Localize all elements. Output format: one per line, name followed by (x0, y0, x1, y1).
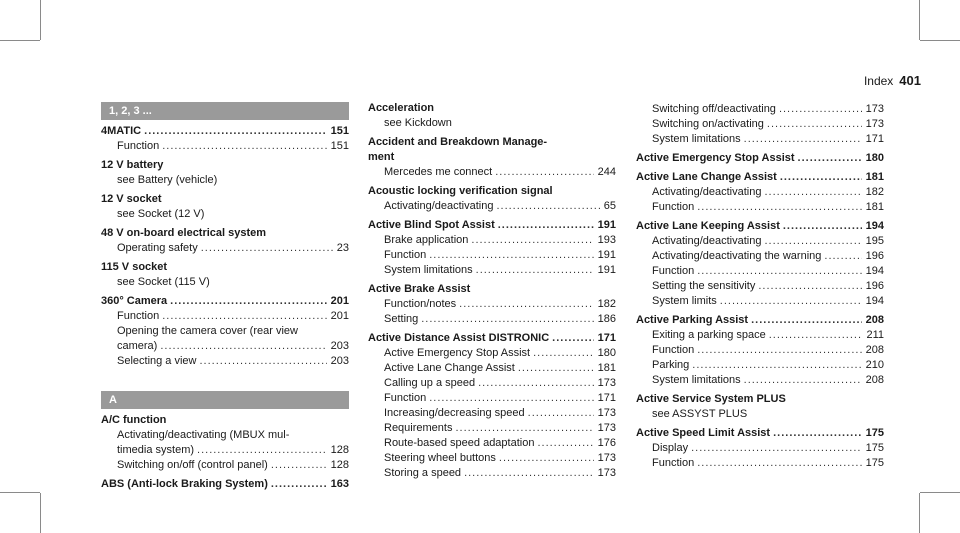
index-entry (101, 124, 349, 154)
entry-text: Selecting a view (117, 355, 197, 367)
entry-text: Storing a speed (384, 467, 462, 479)
sub-entry[interactable] (368, 376, 616, 391)
entry-text: Operating safety (117, 242, 198, 254)
leader-dots (496, 199, 599, 214)
leader-dots (697, 343, 861, 358)
sub-entry[interactable] (101, 241, 349, 256)
index-entry (368, 282, 616, 327)
leader-dots (498, 218, 594, 233)
main-term-line: Accident and Breakdown Manage- (368, 136, 548, 148)
entry-text: A/C function (101, 414, 167, 426)
main-term[interactable] (101, 124, 349, 139)
entry-text: Active Lane Change Assist (636, 171, 777, 183)
entry-text: System limitations (652, 133, 741, 145)
page-ref[interactable]: 180 (865, 152, 884, 164)
entry-text: System limitations (384, 264, 473, 276)
entry-text: Active Parking Assist (636, 314, 749, 326)
sub-entry[interactable] (636, 102, 884, 117)
index-entry (636, 392, 884, 422)
leader-dots (429, 391, 593, 406)
header-title: Index (863, 74, 894, 88)
page-ref[interactable]: 176 (597, 437, 616, 449)
page-ref[interactable]: 182 (597, 298, 616, 310)
sub-entry (101, 428, 349, 458)
index-entry (101, 158, 349, 188)
index-column-1 (101, 102, 349, 492)
page-ref[interactable]: 175 (865, 457, 884, 469)
leader-dots (764, 234, 861, 249)
main-term (101, 413, 349, 428)
entry-text: see Battery (vehicle) (117, 174, 218, 186)
entry-text: camera) (117, 340, 158, 352)
entry-text: Function (384, 249, 427, 261)
main-term[interactable] (368, 218, 616, 233)
page-ref[interactable]: 151 (330, 140, 349, 152)
page-ref[interactable]: 208 (865, 344, 884, 356)
leader-dots (495, 165, 593, 180)
sub-entry[interactable] (636, 249, 884, 264)
leader-dots (552, 331, 593, 346)
page-ref[interactable]: 208 (865, 374, 884, 386)
leader-dots (518, 361, 594, 376)
leader-dots (200, 354, 327, 369)
entry-text: Parking (652, 359, 690, 371)
sub-entry[interactable] (636, 294, 884, 309)
index-entry (368, 101, 616, 131)
main-term[interactable] (636, 151, 884, 166)
page-ref[interactable]: 173 (597, 467, 616, 479)
index-entry (636, 170, 884, 215)
page-ref[interactable]: 196 (865, 280, 884, 292)
leader-dots (824, 249, 861, 264)
index-entry (368, 218, 616, 278)
sub-entry[interactable] (368, 421, 616, 436)
sub-entry[interactable] (636, 132, 884, 147)
page-ref[interactable]: 191 (597, 219, 616, 231)
entry-text: Activating/deactivating (384, 200, 494, 212)
sub-entry[interactable] (636, 264, 884, 279)
sub-entry (368, 116, 616, 131)
sub-entry[interactable] (636, 185, 884, 200)
entry-text: Active Service System PLUS (636, 393, 786, 405)
page-ref[interactable]: 128 (330, 459, 349, 471)
page-ref[interactable]: 208 (865, 314, 884, 326)
entry-text: Mercedes me connect (384, 166, 493, 178)
leader-dots (464, 466, 594, 481)
page-ref[interactable]: 203 (330, 340, 349, 352)
sub-entry[interactable] (368, 406, 616, 421)
sub-entry[interactable] (368, 466, 616, 481)
entry-text: see Kickdown (384, 117, 452, 129)
sub-entry[interactable] (368, 451, 616, 466)
leader-dots (528, 406, 594, 421)
leader-dots (476, 263, 594, 278)
page-ref[interactable]: 173 (865, 103, 884, 115)
main-term[interactable] (368, 331, 616, 346)
entry-text: Active Speed Limit Assist (636, 427, 771, 439)
index-entry (636, 102, 884, 147)
main-term (101, 226, 349, 241)
page-ref[interactable]: 244 (597, 166, 616, 178)
sub-entry[interactable] (368, 233, 616, 248)
leader-dots (533, 346, 594, 361)
page-ref[interactable]: 128 (330, 444, 349, 456)
page-number: 401 (899, 73, 921, 88)
page-ref[interactable]: 193 (597, 234, 616, 246)
sub-entry[interactable] (636, 441, 884, 456)
page-ref[interactable]: 173 (597, 452, 616, 464)
page-ref[interactable]: 180 (597, 347, 616, 359)
page-ref[interactable]: 191 (597, 264, 616, 276)
page-ref[interactable]: 173 (597, 407, 616, 419)
leader-dots (499, 451, 594, 466)
entry-text: Function (117, 310, 160, 322)
page-ref[interactable]: 65 (603, 200, 616, 212)
main-term[interactable] (101, 294, 349, 309)
sub-entry[interactable] (368, 436, 616, 451)
sub-entry[interactable] (368, 346, 616, 361)
sub-entry[interactable] (636, 200, 884, 215)
index-entry (368, 184, 616, 214)
page-ref[interactable]: 163 (330, 478, 349, 490)
page-ref[interactable]: 186 (597, 313, 616, 325)
page-ref[interactable]: 196 (865, 250, 884, 262)
sub-entry[interactable] (636, 234, 884, 249)
main-term[interactable] (636, 219, 884, 234)
page-ref[interactable]: 181 (865, 171, 884, 183)
page-ref[interactable]: 181 (597, 362, 616, 374)
leader-dots (751, 313, 862, 328)
main-term-line: ment (368, 151, 395, 163)
crop-mark (919, 0, 920, 40)
sub-term-line: Opening the camera cover (rear view (117, 325, 298, 337)
entry-text: Route-based speed adaptation (384, 437, 535, 449)
sub-term-line[interactable] (117, 443, 349, 458)
index-column-3 (636, 102, 884, 471)
entry-text: Function (117, 140, 160, 152)
leader-dots (779, 102, 862, 117)
sub-entry[interactable] (636, 373, 884, 388)
entry-text: Setting (384, 313, 419, 325)
sub-term-line: Activating/deactivating (MBUX mul- (117, 429, 290, 441)
entry-text: Brake application (384, 234, 469, 246)
index-entry (368, 135, 616, 180)
entry-text: see Socket (115 V) (117, 276, 210, 288)
leader-dots (429, 248, 593, 263)
sub-entry[interactable] (636, 343, 884, 358)
entry-text: System limits (652, 295, 717, 307)
leader-dots (421, 312, 593, 327)
leader-dots (758, 279, 861, 294)
sub-entry (101, 324, 349, 354)
leader-dots (271, 477, 327, 492)
sub-entry[interactable] (636, 279, 884, 294)
index-entry (101, 260, 349, 290)
index-entry (101, 477, 349, 492)
entry-text: Acceleration (368, 102, 435, 114)
main-term (636, 392, 884, 407)
leader-dots (697, 264, 861, 279)
sub-entry[interactable] (101, 309, 349, 324)
entry-text: 115 V socket (101, 261, 168, 273)
leader-dots (769, 328, 863, 343)
entry-text: Function (652, 201, 695, 213)
page-ref[interactable]: 23 (336, 242, 349, 254)
page-ref[interactable]: 151 (330, 125, 349, 137)
entry-text: 12 V battery (101, 159, 164, 171)
sub-entry[interactable] (368, 199, 616, 214)
main-term[interactable] (101, 477, 349, 492)
leader-dots (692, 358, 861, 373)
entry-text: Active Emergency Stop Assist (636, 152, 795, 164)
leader-dots (537, 436, 593, 451)
leader-dots (697, 200, 861, 215)
leader-dots (162, 309, 326, 324)
crop-mark (40, 0, 41, 40)
index-entry (368, 331, 616, 481)
index-entry (101, 413, 349, 473)
leader-dots (798, 151, 862, 166)
sub-entry[interactable] (368, 361, 616, 376)
entry-text: Activating/deactivating (652, 186, 762, 198)
entry-text: Exiting a parking space (652, 329, 766, 341)
leader-dots (744, 373, 862, 388)
entry-text: Function (384, 392, 427, 404)
page-ref[interactable]: 211 (866, 329, 884, 341)
sub-entry[interactable] (368, 391, 616, 406)
main-term (101, 192, 349, 207)
index-entry (101, 226, 349, 256)
page-ref[interactable]: 171 (597, 392, 616, 404)
crop-mark (0, 40, 40, 41)
crop-mark (920, 492, 960, 493)
page-ref[interactable]: 191 (597, 249, 616, 261)
index-entry (101, 192, 349, 222)
entry-text: Display (652, 442, 689, 454)
sub-entry[interactable] (101, 139, 349, 154)
section-header: 1, 2, 3 ... (101, 102, 349, 120)
page-ref[interactable]: 195 (865, 235, 884, 247)
sub-entry (101, 207, 349, 222)
entry-text: Switching on/activating (652, 118, 764, 130)
page-ref[interactable]: 173 (597, 377, 616, 389)
page-ref[interactable]: 171 (597, 332, 616, 344)
main-term[interactable] (636, 313, 884, 328)
main-term[interactable] (636, 426, 884, 441)
sub-entry (101, 275, 349, 290)
leader-dots (144, 124, 327, 139)
entry-text: see Socket (12 V) (117, 208, 205, 220)
entry-text: Active Distance Assist DISTRONIC (368, 332, 550, 344)
leader-dots (773, 426, 862, 441)
index-entry (636, 219, 884, 309)
leader-dots (780, 170, 862, 185)
sub-entry[interactable] (636, 328, 884, 343)
entry-text: Active Lane Keeping Assist (636, 220, 780, 232)
leader-dots (160, 339, 326, 354)
entry-text: Requirements (384, 422, 453, 434)
page-ref[interactable]: 181 (865, 201, 884, 213)
leader-dots (744, 132, 862, 147)
page-ref[interactable]: 173 (865, 118, 884, 130)
entry-text: Active Lane Change Assist (384, 362, 515, 374)
entry-text: Switching off/deactivating (652, 103, 776, 115)
sub-entry (636, 407, 884, 422)
leader-dots (783, 219, 862, 234)
sub-term-line[interactable] (117, 339, 349, 354)
leader-dots (764, 185, 861, 200)
entry-text: Steering wheel buttons (384, 452, 496, 464)
leader-dots (471, 233, 593, 248)
leader-dots (170, 294, 326, 309)
sub-entry[interactable] (101, 458, 349, 473)
leader-dots (197, 443, 327, 458)
entry-text: Activating/deactivating (652, 235, 762, 247)
entry-text: Function/notes (384, 298, 457, 310)
entry-text: Active Emergency Stop Assist (384, 347, 531, 359)
leader-dots (478, 376, 594, 391)
leader-dots (162, 139, 326, 154)
leader-dots (691, 441, 862, 456)
entry-text: Switching on/off (control panel) (117, 459, 268, 471)
sub-entry[interactable] (636, 117, 884, 132)
index-entry (101, 294, 349, 369)
sub-entry (101, 173, 349, 188)
page-ref[interactable]: 194 (865, 295, 884, 307)
page-ref[interactable]: 210 (865, 359, 884, 371)
leader-dots (767, 117, 862, 132)
leader-dots (720, 294, 862, 309)
page-ref[interactable]: 175 (865, 427, 884, 439)
sub-entry[interactable] (368, 312, 616, 327)
entry-text: see ASSYST PLUS (652, 408, 748, 420)
entry-text: Acoustic locking verification signal (368, 185, 553, 197)
crop-mark (920, 40, 960, 41)
sub-entry[interactable] (368, 248, 616, 263)
main-term (101, 158, 349, 173)
crop-mark (919, 493, 920, 533)
sub-entry[interactable] (101, 354, 349, 369)
leader-dots (697, 456, 861, 471)
leader-dots (455, 421, 593, 436)
entry-text: ABS (Anti-lock Braking System) (101, 478, 268, 490)
main-term (368, 184, 616, 199)
sub-entry[interactable] (636, 358, 884, 373)
main-term (101, 260, 349, 275)
leader-dots (271, 458, 327, 473)
entry-text: Function (652, 265, 695, 277)
entry-text: 48 V on-board electrical system (101, 227, 267, 239)
crop-mark (40, 493, 41, 533)
entry-text: Setting the sensitivity (652, 280, 756, 292)
sub-entry[interactable] (368, 165, 616, 180)
entry-text: Increasing/decreasing speed (384, 407, 525, 419)
entry-text: Activating/deactivating the warning (652, 250, 822, 262)
entry-text: 12 V socket (101, 193, 162, 205)
sub-entry[interactable] (368, 297, 616, 312)
entry-text: 360° Camera (101, 295, 168, 307)
section-header: A (101, 391, 349, 409)
entry-text: Function (652, 457, 695, 469)
entry-text: Active Blind Spot Assist (368, 219, 495, 231)
main-term (368, 282, 616, 297)
main-term (368, 101, 616, 116)
page-ref[interactable]: 171 (865, 133, 884, 145)
entry-text: timedia system) (117, 444, 195, 456)
leader-dots (459, 297, 593, 312)
page-ref[interactable]: 182 (865, 186, 884, 198)
page-ref[interactable]: 203 (330, 355, 349, 367)
index-entry (636, 426, 884, 471)
page-header (864, 73, 921, 88)
index-entry (636, 313, 884, 388)
entry-text: System limitations (652, 374, 741, 386)
page-ref[interactable]: 194 (865, 265, 884, 277)
entry-text: Calling up a speed (384, 377, 476, 389)
page-ref[interactable]: 201 (330, 295, 349, 307)
crop-mark (0, 492, 40, 493)
index-entry (636, 151, 884, 166)
page-ref[interactable]: 194 (865, 220, 884, 232)
sub-entry[interactable] (368, 263, 616, 278)
main-term[interactable] (636, 170, 884, 185)
sub-entry[interactable] (636, 456, 884, 471)
entry-text: 4MATIC (101, 125, 142, 137)
page-ref[interactable]: 201 (330, 310, 349, 322)
leader-dots (201, 241, 333, 256)
entry-text: Function (652, 344, 695, 356)
page-ref[interactable]: 173 (597, 422, 616, 434)
index-column-2 (368, 101, 616, 481)
entry-text: Active Brake Assist (368, 283, 471, 295)
page-ref[interactable]: 175 (865, 442, 884, 454)
